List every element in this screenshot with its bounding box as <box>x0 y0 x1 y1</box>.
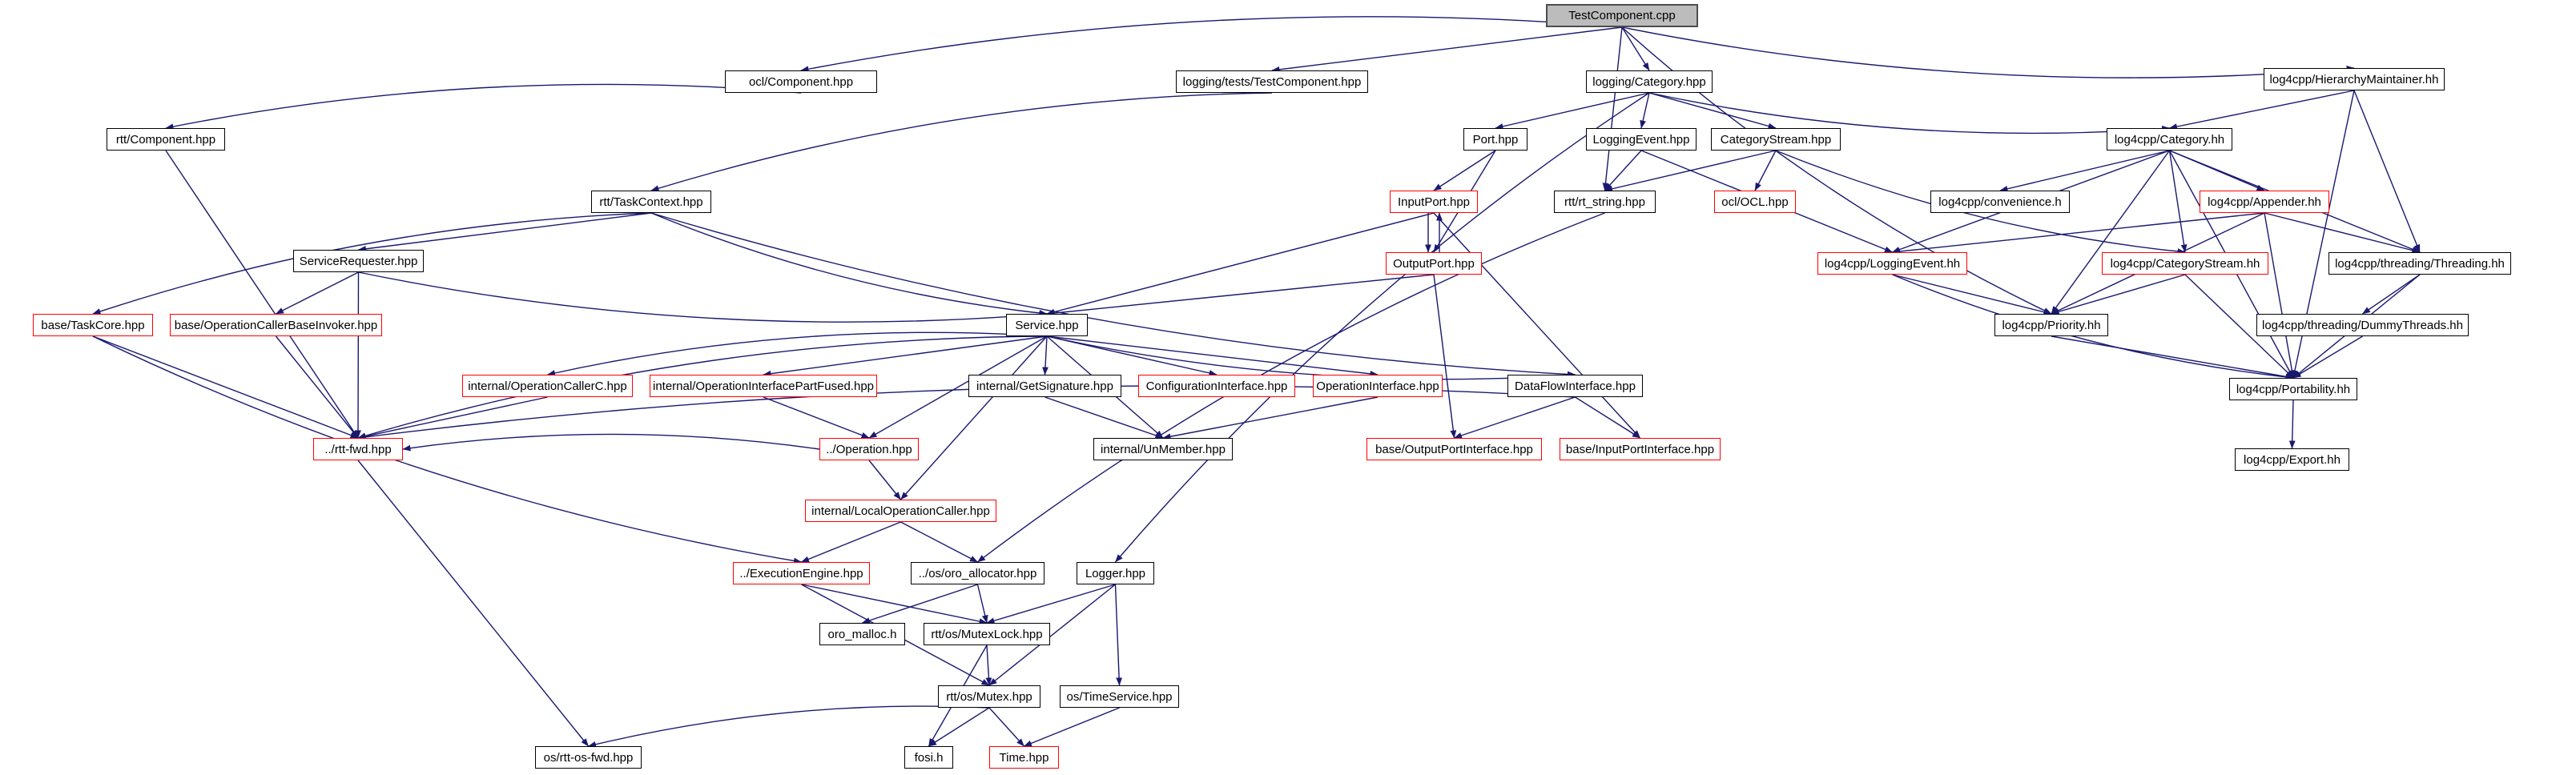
graph-node-label: log4cpp/Export.hh <box>2244 452 2341 467</box>
include-edge-l4-appender-to-l4-loggingevent <box>1893 213 2265 252</box>
graph-node-label: OutputPort.hpp <box>1393 256 1475 271</box>
graph-node-label: ocl/Component.hpp <box>748 74 854 89</box>
graph-node-op-caller-c[interactable] <box>462 375 633 397</box>
include-edge-output-port-to-output-port-iface <box>1434 275 1455 438</box>
graph-node-l4-dummythreads[interactable] <box>2256 314 2469 336</box>
graph-node-label: log4cpp/Portability.hh <box>2236 382 2351 396</box>
graph-node-label: log4cpp/threading/DummyThreads.hh <box>2262 318 2463 332</box>
graph-node-task-context[interactable] <box>591 191 711 213</box>
include-edge-l4-dummythreads-to-l4-portability <box>2293 336 2363 378</box>
include-edge-root-to-ocl-component <box>801 17 1622 70</box>
graph-node-label: base/InputPortInterface.hpp <box>1565 442 1715 456</box>
graph-node-label: internal/OperationInterfacePartFused.hpp <box>653 379 874 393</box>
graph-node-service[interactable] <box>1006 314 1088 336</box>
include-edge-l4-category-to-l4-priority <box>2051 151 2170 314</box>
include-edge-op-iface-to-unmember <box>1163 397 1378 438</box>
graph-node-label: internal/OperationCallerC.hpp <box>468 379 627 393</box>
include-edge-op-iface-part-fused-to-operation <box>763 397 869 438</box>
graph-node-label: internal/GetSignature.hpp <box>976 379 1113 393</box>
include-edge-service-requester-to-rtt-fwd <box>358 272 359 438</box>
graph-node-label: oro_malloc.h <box>827 627 897 641</box>
graph-node-service-requester[interactable] <box>293 250 424 272</box>
include-edge-l4-category-to-l4-convenience <box>2000 151 2170 191</box>
graph-node-config-iface[interactable] <box>1138 375 1295 397</box>
include-edge-category-stream-to-rt-string <box>1605 151 1777 191</box>
graph-node-task-core[interactable] <box>33 314 153 336</box>
include-edge-hierarchy-maintainer-to-l4-category <box>2170 90 2355 128</box>
include-edge-logger-to-mutexlock <box>987 584 1116 623</box>
graph-node-operation[interactable] <box>819 438 919 460</box>
include-edge-logging-category-to-category-stream <box>1649 93 1776 128</box>
graph-node-logger[interactable] <box>1077 562 1154 584</box>
graph-node-label: fosi.h <box>914 750 944 765</box>
include-edge-rtt-component-to-rtt-fwd <box>166 151 358 438</box>
graph-node-label: InputPort.hpp <box>1397 195 1471 209</box>
include-edge-l4-portability-to-l4-export <box>2292 400 2294 448</box>
graph-node-label: rtt/os/Mutex.hpp <box>946 689 1032 704</box>
include-edge-rtt-fwd-to-rtt-os-fwd <box>358 460 589 746</box>
graph-node-l4-loggingevent[interactable] <box>1817 252 1967 275</box>
include-edge-l4-loggingevent-to-l4-priority <box>1893 275 2052 314</box>
include-edge-operation-to-rtt-fwd <box>403 434 819 449</box>
graph-node-label: log4cpp/threading/Threading.hh <box>2335 256 2505 271</box>
graph-node-label: log4cpp/Appender.hh <box>2208 195 2321 209</box>
graph-node-oro-malloc[interactable] <box>819 623 905 645</box>
include-edge-service-requester-to-service <box>359 272 1048 322</box>
graph-node-label: ../rtt-fwd.hpp <box>324 442 392 456</box>
graph-node-rtt-os-fwd[interactable] <box>535 746 642 769</box>
include-edge-category-stream-to-ocl-ocl <box>1755 151 1776 191</box>
graph-node-logging-event[interactable] <box>1586 128 1697 151</box>
graph-node-l4-portability[interactable] <box>2229 378 2357 400</box>
include-edge-l4-categorystream-to-l4-priority <box>2051 275 2185 314</box>
include-edge-task-core-to-exec-engine <box>93 336 802 562</box>
include-edge-l4-threading-to-l4-dummythreads <box>2363 275 2421 314</box>
include-edge-mutex-to-rtt-os-fwd <box>589 706 990 746</box>
graph-node-l4-appender[interactable] <box>2200 191 2329 213</box>
graph-node-input-port-iface[interactable] <box>1560 438 1721 460</box>
include-edge-task-context-to-service-requester <box>359 213 652 250</box>
graph-node-label: ../Operation.hpp <box>826 442 912 456</box>
include-edge-ocl-component-to-rtt-component <box>166 84 801 128</box>
graph-node-l4-threading[interactable] <box>2328 252 2511 275</box>
graph-node-local-op-caller[interactable] <box>805 500 996 522</box>
include-edge-logging-category-to-logger <box>1116 93 1650 562</box>
include-edge-logger-to-time-service <box>1116 584 1120 685</box>
graph-node-label: CategoryStream.hpp <box>1720 132 1832 147</box>
graph-node-rt-string[interactable] <box>1554 191 1656 213</box>
graph-node-rtt-fwd[interactable] <box>313 438 403 460</box>
include-edge-op-caller-c-to-rtt-fwd <box>358 397 548 438</box>
graph-node-label: internal/UnMember.hpp <box>1101 442 1226 456</box>
include-edge-root-to-hierarchy-maintainer <box>1622 27 2354 78</box>
graph-node-label: os/TimeService.hpp <box>1066 689 1173 704</box>
graph-node-dataflow-iface[interactable] <box>1507 375 1643 397</box>
graph-node-input-port[interactable] <box>1390 191 1478 213</box>
include-edge-root-to-logging-category <box>1622 27 1649 70</box>
graph-node-label: logging/Category.hpp <box>1592 74 1706 89</box>
graph-node-label: log4cpp/Priority.hh <box>2002 318 2101 332</box>
graph-node-label: ../ExecutionEngine.hpp <box>739 566 863 580</box>
graph-node-label: ServiceRequester.hpp <box>299 254 418 268</box>
graph-node-label: os/rtt-os-fwd.hpp <box>543 750 634 765</box>
graph-node-l4-convenience[interactable] <box>1930 191 2070 213</box>
graph-node-label: log4cpp/HierarchyMaintainer.hh <box>2269 72 2439 86</box>
graph-node-op-iface[interactable] <box>1313 375 1443 397</box>
include-edge-service-to-get-signature <box>1045 336 1048 375</box>
include-edge-service-to-op-caller-c <box>548 332 1048 375</box>
include-edge-get-signature-to-unmember <box>1045 397 1164 438</box>
include-edge-logging-category-to-port <box>1495 93 1649 128</box>
graph-node-label: Time.hpp <box>999 750 1049 765</box>
graph-node-label: Port.hpp <box>1472 132 1519 147</box>
include-edge-dataflow-iface-to-output-port-iface <box>1455 397 1576 438</box>
graph-node-label: rtt/rt_string.hpp <box>1564 195 1645 209</box>
graph-node-l4-export[interactable] <box>2235 448 2349 471</box>
include-edge-oro-allocator-to-mutexlock <box>978 584 988 623</box>
include-edge-port-to-input-port <box>1434 151 1495 191</box>
include-edge-logging-category-to-l4-category <box>1649 93 2170 133</box>
graph-node-ocl-ocl[interactable] <box>1714 191 1796 213</box>
include-edge-service-to-op-iface-part-fused <box>763 336 1047 375</box>
graph-node-label: rtt/TaskContext.hpp <box>599 195 703 209</box>
graph-node-label: TestComponent.cpp <box>1568 9 1676 22</box>
graph-node-op-caller-base-invoker[interactable] <box>170 314 382 336</box>
graph-node-unmember[interactable] <box>1093 438 1233 460</box>
graph-node-label: log4cpp/LoggingEvent.hh <box>1824 256 1961 271</box>
graph-node-label: ocl/OCL.hpp <box>1721 195 1789 209</box>
graph-node-l4-priority[interactable] <box>1994 314 2108 336</box>
graph-node-root[interactable] <box>1546 4 1698 27</box>
graph-node-label: base/OperationCallerBaseInvoker.hpp <box>174 318 378 332</box>
include-edge-time-service-to-time <box>1024 708 1120 746</box>
graph-node-port[interactable] <box>1463 128 1527 151</box>
graph-node-label: base/OutputPortInterface.hpp <box>1375 442 1533 456</box>
graph-node-l4-categorystream[interactable] <box>2102 252 2268 275</box>
graph-node-label: DataFlowInterface.hpp <box>1515 379 1636 393</box>
include-edge-tests-testcomponent-to-task-context <box>651 93 1272 191</box>
graph-node-label: OperationInterface.hpp <box>1316 379 1439 393</box>
include-edge-service-requester-to-op-caller-base-invoker <box>276 272 359 314</box>
graph-node-label: log4cpp/Category.hh <box>2114 132 2225 147</box>
graph-node-exec-engine[interactable] <box>733 562 870 584</box>
include-edge-hierarchy-maintainer-to-l4-threading <box>2354 90 2420 252</box>
include-edge-logging-category-to-logging-event <box>1641 93 1649 128</box>
graph-node-time[interactable] <box>989 746 1059 769</box>
graph-node-rtt-component[interactable] <box>107 128 225 151</box>
graph-node-label: internal/LocalOperationCaller.hpp <box>811 504 990 518</box>
graph-node-label: LoggingEvent.hpp <box>1592 132 1690 147</box>
include-edge-service-to-local-op-caller <box>901 336 1048 500</box>
include-edge-l4-appender-to-l4-threading <box>2264 213 2420 252</box>
graph-node-label: rtt/os/MutexLock.hpp <box>931 627 1043 641</box>
graph-node-output-port[interactable] <box>1386 252 1482 275</box>
include-edge-input-port-to-input-port-iface <box>1434 213 1640 438</box>
graph-node-get-signature[interactable] <box>968 375 1121 397</box>
graph-node-fosi[interactable] <box>904 746 953 769</box>
include-edge-mutex-to-time <box>989 708 1024 746</box>
graph-node-time-service[interactable] <box>1060 685 1179 708</box>
graph-node-label: Logger.hpp <box>1085 566 1146 580</box>
include-edge-operation-to-local-op-caller <box>869 460 901 500</box>
graph-node-oro-allocator[interactable] <box>911 562 1044 584</box>
graph-node-ocl-component[interactable] <box>725 70 877 93</box>
graph-node-hierarchy-maintainer[interactable] <box>2264 68 2445 90</box>
include-edge-local-op-caller-to-oro-allocator <box>901 522 978 562</box>
include-edge-mutexlock-to-mutex <box>987 645 989 685</box>
include-edge-root-to-rt-string <box>1605 27 1623 191</box>
include-edge-mutex-to-fosi <box>929 708 990 746</box>
include-edge-output-port-to-service <box>1047 275 1434 314</box>
graph-node-op-iface-part-fused[interactable] <box>650 375 877 397</box>
graph-node-category-stream[interactable] <box>1711 128 1841 151</box>
graph-node-label: base/TaskCore.hpp <box>41 318 145 332</box>
include-edge-task-core-to-rtt-fwd <box>93 336 358 438</box>
include-edge-l4-appender-to-l4-portability <box>2264 213 2293 378</box>
graph-node-label: logging/tests/TestComponent.hpp <box>1182 74 1362 89</box>
graph-node-label: ConfigurationInterface.hpp <box>1145 379 1288 393</box>
graph-node-logging-category[interactable] <box>1586 70 1713 93</box>
graph-node-mutexlock[interactable] <box>924 623 1050 645</box>
graph-node-label: log4cpp/convenience.h <box>1938 195 2062 209</box>
include-edge-logging-event-to-rt-string <box>1605 151 1642 191</box>
include-edge-input-port-to-service <box>1047 213 1434 314</box>
graph-node-tests-testcomponent[interactable] <box>1176 70 1368 93</box>
graph-node-label: Service.hpp <box>1015 318 1079 332</box>
graph-node-label: ../os/oro_allocator.hpp <box>918 566 1037 580</box>
graph-node-output-port-iface[interactable] <box>1366 438 1542 460</box>
graph-node-label: rtt/Component.hpp <box>115 132 216 147</box>
include-edge-root-to-tests-testcomponent <box>1272 27 1622 70</box>
graph-node-label: log4cpp/CategoryStream.hh <box>2110 256 2260 271</box>
include-edge-local-op-caller-to-exec-engine <box>802 522 901 562</box>
graph-node-l4-category[interactable] <box>2107 128 2232 151</box>
graph-node-mutex[interactable] <box>938 685 1040 708</box>
